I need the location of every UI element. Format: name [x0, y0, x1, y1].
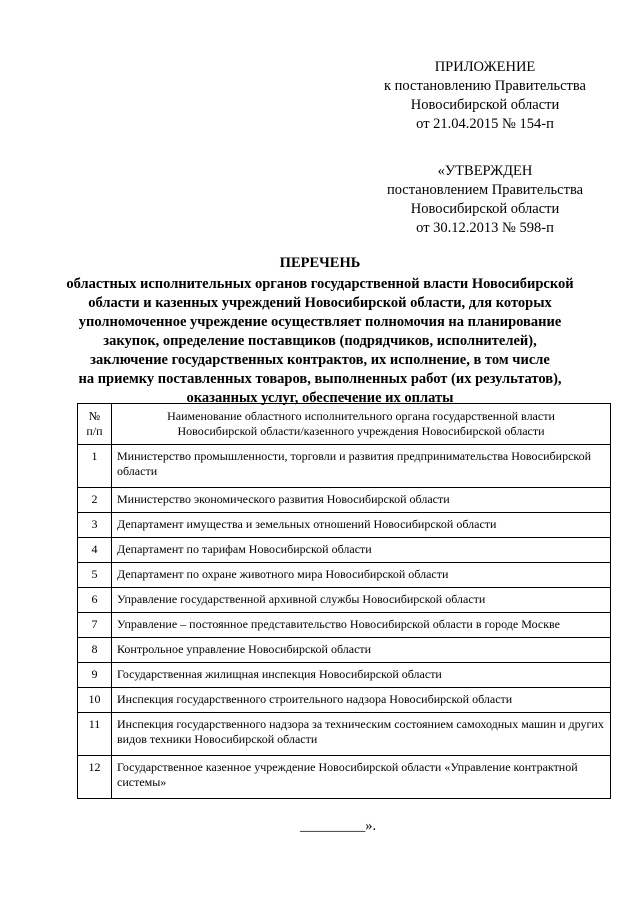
appendix-date: от 21.04.2015 № 154-п: [416, 116, 554, 132]
appendix-line: к постановлению Правительства: [384, 78, 586, 94]
row-agency-name: Контрольное управление Новосибирской области: [112, 638, 611, 663]
row-number: 3: [78, 513, 112, 538]
row-agency-name: Департамент по охране животного мира Новосибирской области: [112, 563, 611, 588]
approved-block: [380, 162, 590, 238]
row-agency-name: Инспекция государственного строительного надзора Новосибирской области: [112, 688, 611, 713]
row-agency-name: Департамент по тарифам Новосибирской области: [112, 538, 611, 563]
row-number: 10: [78, 688, 112, 713]
table-row: [78, 688, 611, 713]
table-row: [78, 588, 611, 613]
table-row: [78, 638, 611, 663]
closing-line: _________».: [300, 818, 377, 834]
column-header-name-line: Наименование областного исполнительного органа государственной власти: [167, 409, 555, 423]
table-row: [78, 756, 611, 799]
row-number: 4: [78, 538, 112, 563]
row-number: 9: [78, 663, 112, 688]
agencies-table: [77, 403, 611, 799]
document-subtitle-line: областных исполнительных органов государственной власти Новосибирской: [66, 276, 574, 292]
appendix-line: Новосибирской области: [410, 97, 560, 113]
row-number: 11: [78, 713, 112, 756]
table-row: [78, 538, 611, 563]
document-title: ПЕРЕЧЕНЬ: [279, 255, 361, 271]
column-header-name: [112, 404, 611, 445]
row-number: 1: [78, 445, 112, 488]
row-agency-name: Инспекция государственного надзора за техническим состоянием самоходных машин и других видов техники Новосибирской области: [112, 713, 611, 756]
table-row: [78, 663, 611, 688]
row-agency-name: Государственная жилищная инспекция Новосибирской области: [112, 663, 611, 688]
table-header-row: [78, 404, 611, 445]
row-number: 5: [78, 563, 112, 588]
column-header-name-line: Новосибирской области/казенного учреждения Новосибирской области: [177, 424, 545, 438]
document-subtitle-line: оказанных услуг, обеспечение их оплаты: [186, 390, 454, 406]
approved-date: от 30.12.2013 № 598-п: [416, 220, 554, 236]
document-subtitle-line: уполномоченное учреждение осуществляет полномочия на планирование: [78, 314, 562, 330]
approved-title: «УТВЕРЖДЕН: [437, 163, 533, 179]
column-header-number-line: п/п: [86, 424, 103, 438]
document-subtitle-line: области и казенных учреждений Новосибирской области, для которых: [88, 295, 552, 311]
document-subtitle-line: заключение государственных контрактов, их исполнение, в том числе: [90, 352, 550, 368]
table-row: [78, 513, 611, 538]
approved-line: постановлением Правительства: [386, 182, 584, 198]
row-number: 7: [78, 613, 112, 638]
row-agency-name: Управление государственной архивной службы Новосибирской области: [112, 588, 611, 613]
appendix-title: ПРИЛОЖЕНИЕ: [434, 59, 536, 75]
row-number: 8: [78, 638, 112, 663]
approved-line: Новосибирской области: [410, 201, 560, 217]
column-header-number-line: №: [88, 409, 101, 423]
document-heading: [50, 254, 590, 408]
row-agency-name: Департамент имущества и земельных отношений Новосибирской области: [112, 513, 611, 538]
table-row: [78, 713, 611, 756]
row-number: 2: [78, 488, 112, 513]
row-number: 6: [78, 588, 112, 613]
table-row: [78, 613, 611, 638]
row-agency-name: Министерство промышленности, торговли и развития предпринимательства Новосибирской области: [112, 445, 611, 488]
document-subtitle-line: закупок, определение поставщиков (подрядчиков, исполнителей),: [103, 333, 537, 349]
row-number: 12: [78, 756, 112, 799]
row-agency-name: Государственное казенное учреждение Новосибирской области «Управление контрактной системы»: [112, 756, 611, 799]
table-row: [78, 445, 611, 488]
table-row: [78, 488, 611, 513]
row-agency-name: Управление – постоянное представительство Новосибирской области в городе Москве: [112, 613, 611, 638]
column-header-number: [78, 404, 112, 445]
document-subtitle-line: на приемку поставленных товаров, выполненных работ (их результатов),: [78, 371, 562, 387]
row-agency-name: Министерство экономического развития Новосибирской области: [112, 488, 611, 513]
appendix-block: [380, 58, 590, 134]
table-row: [78, 563, 611, 588]
